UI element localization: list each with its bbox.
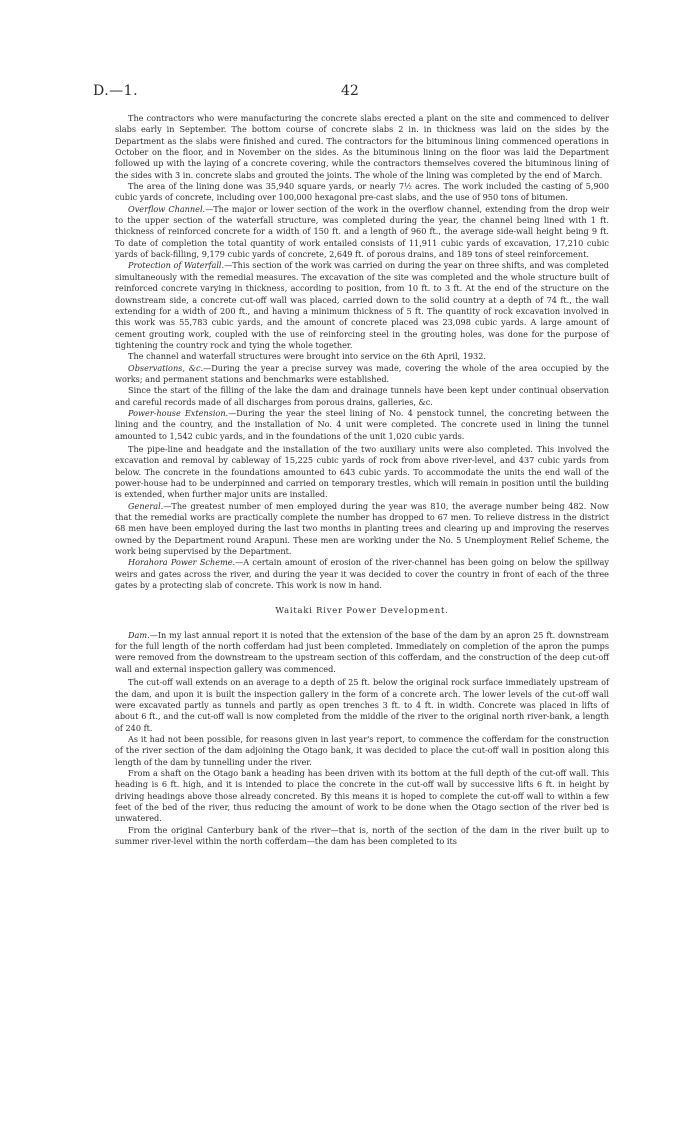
paragraph-heading: General. (128, 500, 164, 511)
paragraph (115, 557, 609, 591)
paragraph: The cut-off wall extends on an average to a depth of 25 ft. below the original rock surface immediately upstream of the dam, and upon it is built the inspection gallery in the form of a concrete arch. The lower levels of the cut-off wall were excavated partly as tunnels and partly as open trenches 3 ft. to 4 ft. in width. Concrete was placed in lifts of about 6 ft., and the cut-off wall is now completed from the middle of the river to the original north river-bank, a length of 240 ft. (115, 677, 609, 733)
paragraph-heading: Overflow Channel. (128, 203, 206, 214)
paragraph-text: —The greatest number of men employed during the year was 810, the average number being 482. Now that the remedial works are practically complete the number has dropped to 67 men. To relieve distress in the district 68 men have been employed during the last two months in planting trees and clearing up and improving the reserves owned by the Department round Arapuni. These men are working under the No. 5 Unemployment Relief Scheme, the work being supervised by the Department. (115, 500, 609, 557)
paragraph-heading: Dam. (128, 629, 150, 640)
paragraph: Since the start of the filling of the lake the dam and drainage tunnels have been kept under continual observation and careful records made of all discharges from porous drains, galleries, &c. (115, 385, 609, 407)
paragraph-heading: Observations, &c. (128, 362, 204, 373)
paragraph (115, 501, 609, 558)
paragraph-text: —During the year a precise survey was made, covering the whole of the area occupied by the works; and permanent stations and benchmarks were established. (115, 362, 609, 384)
page-number: 42 (341, 83, 359, 99)
paragraph: The contractors who were manufacturing the concrete slabs erected a plant on the site and commenced to deliver slabs early in September. The bottom course of concrete slabs 2 in. in thickness was laid on the sides by the Department as the slabs were finished and cured. The contractors for the bituminous lining commenced operations in October on the floor, and in November on the sides. As the bituminous lining on the floor was laid the Department followed up with the laying of a concrete covering, while the contractors themselves covered the bituminous lining of the sides with 3 in. concrete slabs and grouted the joints. The whole of the lining was completed by the end of March. (115, 113, 609, 180)
paragraph: From a shaft on the Otago bank a heading has been driven with its bottom at the full depth of the cut-off wall. This heading is 6 ft. high, and it is intended to place the concrete in the cut-off wall by successive lifts 6 ft. in height by driving headings above those already concreted. By this means it is hoped to complete the cut-off wall to within a few feet of the bed of the river, thus reducing the amount of work to be done when the Otago section of the river bed is unwatered. (115, 767, 609, 824)
paragraph-heading: Horahora Power Scheme. (128, 557, 236, 568)
paragraph-text: —During the year the steel lining of No. 4 penstock tunnel, the concreting between the lining and the country, and the installation of No. 4 unit were completed. The concrete used in lining the tunnel amounted to 1,542 cubic yards, and in the foundations of the unit 1,020 cubic yards. (115, 407, 609, 441)
body-text (115, 113, 609, 847)
paragraph: The pipe-line and headgate and the installation of the two auxiliary units were also completed. This involved the excavation and removal by cableway of 15,225 cubic yards of rock from above river-level, and 437 cubic yards from below. The concrete in the foundations amounted to 643 cubic yards. To accommodate the units the end wall of the power-house had to be underpinned and carried on temporary trestles, which will remain in position until the building is extended, when further major units are installed. (115, 443, 609, 500)
paragraph (115, 630, 609, 675)
paragraph: As it had not been possible, for reasons given in last year's report, to commence the cofferdam for the construction of the river section of the dam adjoining the Otago bank, it was decided to place the cut-off wall in position along this length of the dam by tunnelling under the river. (115, 733, 609, 767)
paragraph: From the original Canterbury bank of the river—that is, north of the section of the dam in the river built up to summer river-level within the north cofferdam—the dam has been completed to its (115, 824, 609, 846)
paragraph (115, 204, 609, 261)
paragraph (115, 363, 609, 386)
paragraph-text: —In my last annual report it is noted that the extension of the base of the dam by an apron 25 ft. downstream for the full length of the north cofferdam had just been completed. Immediately on completion of the apron the pumps were removed from the downstream to the upstream section of this cofferdam, and the construction of the deep cut-off wall and external inspection gallery was commenced. (115, 629, 609, 674)
paragraph (115, 260, 609, 351)
paragraph-text: —The major or lower section of the work in the overflow channel, extending from the drop weir to the upper section of the waterfall structure, was completed during the year, the channel being lined with 1 ft. thickness of reinforced concrete for a width of 150 ft. and a length of 960 ft., the average side-wall height being 9 ft. To date of completion the total quantity of work entailed consists of 11,911 cubic yards of excavation, 17,210 cubic yards of back-filling, 9,179 cubic yards of concrete, 2,649 ft. of porous drains, and 189 tons of steel reinforcement. (115, 203, 609, 260)
paragraph-text: —A certain amount of erosion of the river-channel has been going on below the spillway weirs and gates across the river, and during the year it was decided to cover the country in front of each of the three gates by a protecting slab of concrete. This work is now in hand. (115, 557, 609, 591)
paragraph (115, 408, 609, 442)
paragraph: The area of the lining done was 35,940 square yards, or nearly 7½ acres. The work included the casting of 5,900 cubic yards of concrete, including over 100,000 hexagonal pre-cast slabs, and the use of 950 tons of bitumen. (115, 181, 609, 203)
paragraph-heading: Power-house Extension. (128, 407, 229, 418)
section-title: Waitaki River Power Development. (275, 605, 449, 616)
paragraph: The channel and waterfall structures were brought into service on the 6th April, 1932. (128, 351, 486, 362)
paragraph-heading: Protection of Waterfall. (128, 260, 225, 271)
document-reference: D.—1. (93, 83, 139, 99)
paragraph-text: —This section of the work was carried on during the year on three shifts, and was completed simultaneously with the remedial measures. The excavation of the site was completed and the whole structure built of reinforced concrete varying in thickness, according to position, from 10 ft. to 3 ft. At the end of the structure on the downstream side, a concrete cut-off wall was placed, carried down to the solid country at a depth of 74 ft., the wall extending for a width of 200 ft., and having a minimum thickness of 5 ft. The quantity of rock excavation involved in this work was 55,783 cubic yards, and the amount of concrete placed was 23,098 cubic yards. A large amount of cement grouting work, coupled with the use of reinforcing steel in the grouting holes, was done for the purpose of tightening the country rock and tying the whole together. (115, 260, 609, 350)
